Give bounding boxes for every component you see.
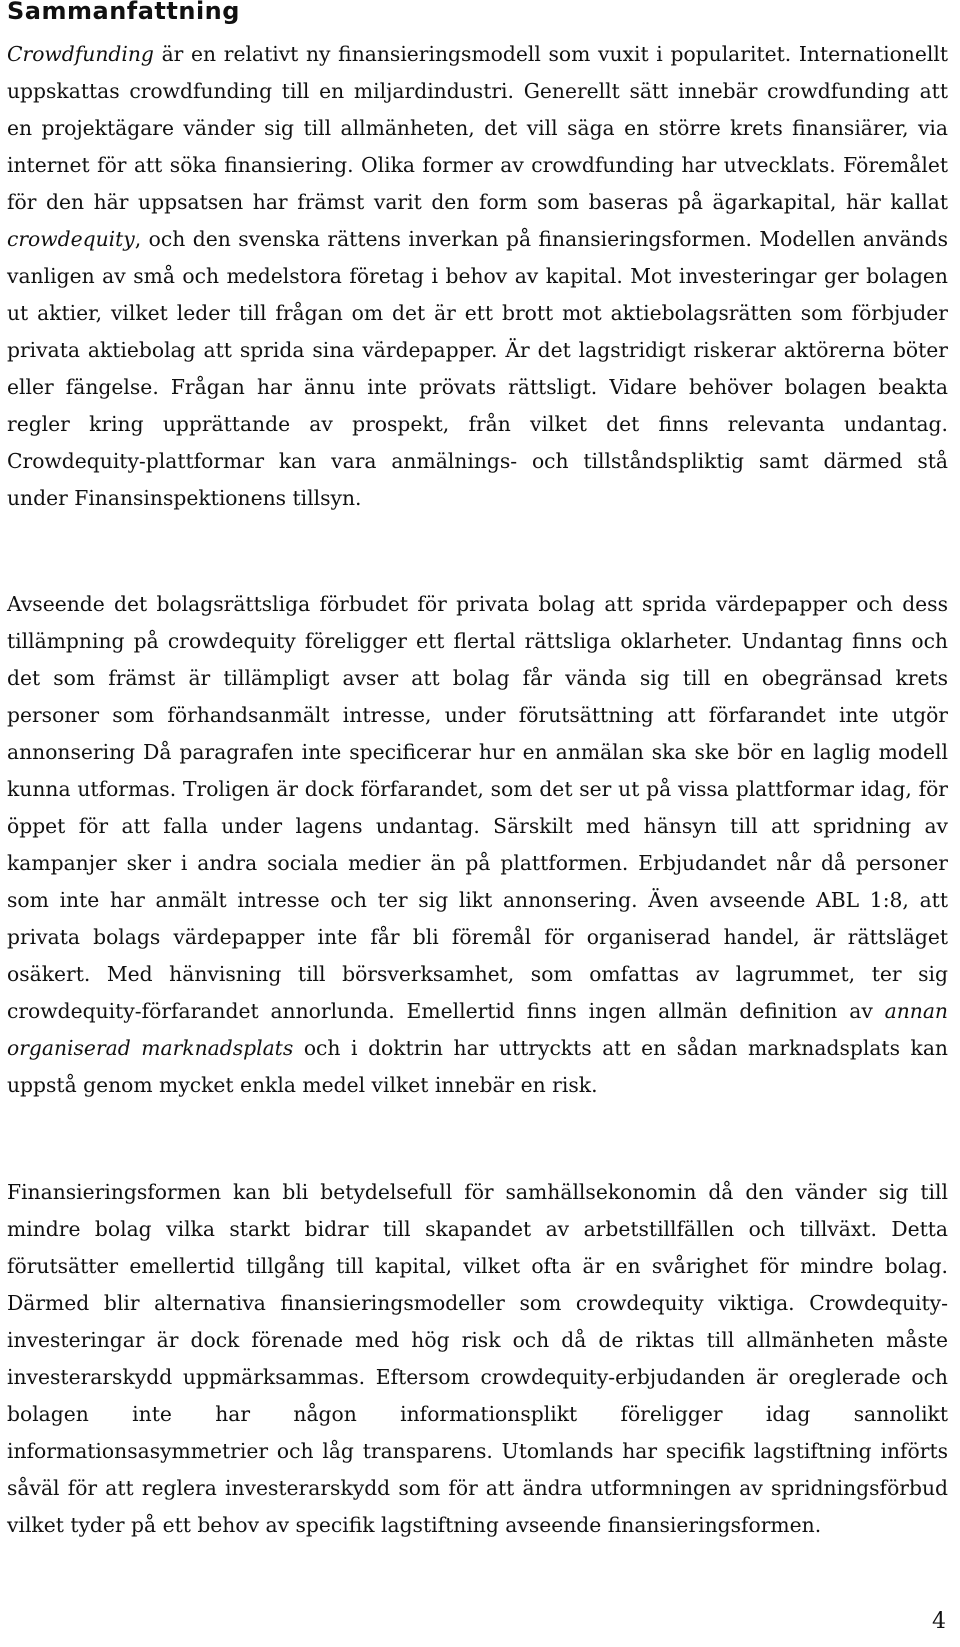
paragraph-1-italic-term-crowdequity: crowdequity <box>7 227 135 251</box>
summary-paragraph-1 <box>7 36 948 517</box>
page-title: Sammanfattning <box>7 0 240 25</box>
paragraph-1-italic-term-crowdfunding: Crowdfunding <box>7 42 154 66</box>
document-page <box>7 0 955 1647</box>
page-number: 4 <box>932 1609 946 1634</box>
paragraph-1-text-segment-2: , och den svenska rättens inverkan på finansieringsformen. Modellen används vanligen av små och medelstora företag i behov av kapital. Mot investeringar ger bolagen ut aktier, vilket leder till frågan om det är ett brott mot aktiebolagsrätten som förbjuder privata aktiebolag att sprida sina värdepapper. Är det lagstridigt riskerar aktörerna böter eller fängelse. Frågan har ännu inte prövats rättsligt. Vidare behöver bolagen beakta regler kring upprättande av prospekt, från vilket det finns relevanta undantag. Crowdequity-plattformar kan vara anmälnings- och tillståndspliktig samt därmed stå under Finansinspektionens tillsyn. <box>7 227 948 510</box>
paragraph-1-text-segment-1: är en relativt ny finansieringsmodell som vuxit i popularitet. Internationellt uppskattas crowdfunding till en miljardindustri. Generellt sätt innebär crowdfunding att en projektägare vänder sig till allmänheten, det vill säga en större krets finansiärer, via internet för att söka finansiering. Olika former av crowdfunding har utvecklats. Föremålet för den här uppsatsen har främst varit den form som baseras på ägarkapital, här kallat <box>7 42 948 214</box>
paragraph-2-text-segment-1: Avseende det bolagsrättsliga förbudet för privata bolag att sprida värdepapper och dess tillämpning på crowdequity föreligger ett flertal rättsliga oklarheter. Undantag finns och det som främst är tillämpligt avser att bolag får vända sig till en obegränsad krets personer som förhandsanmält intresse, under förutsättning att förfarandet inte utgör annonsering Då paragrafen inte specificerar hur en anmälan ska ske bör en laglig modell kunna utformas. Troligen är dock förfarandet, som det ser ut på vissa plattformar idag, för öppet för att falla under lagens undantag. Särskilt med hänsyn till att spridning av kampanjer sker i andra sociala medier än på plattformen. Erbjudandet når då personer som inte har anmält intresse och ter sig likt annonsering. Även avseende ABL 1:8, att privata bolags värdepapper inte får bli föremål för organiserad handel, är rättsläget osäkert. Med hänvisning till börsverksamhet, som omfattas av lagrummet, ter sig crowdequity-förfarandet annorlunda. Emellertid finns ingen allmän definition av <box>7 592 948 1023</box>
paragraph-2-italic-term-marketplace: annan organiserad marknadsplats <box>7 999 948 1060</box>
paragraph-3-text: Finansieringsformen kan bli betydelsefull för samhällsekonomin då den vänder sig till mindre bolag vilka starkt bidrar till skapandet av arbetstillfällen och tillväxt. Detta förutsätter emellertid tillgång till kapital, vilket ofta är en svårighet för mindre bolag. Därmed blir alternativa finansieringsmodeller som crowdequity viktiga. Crowdequity-investeringar är dock förenade med hög risk och då de riktas till allmänheten måste investerarskydd uppmärksammas. Eftersom crowdequity-erbjudanden är oreglerade och bolagen inte har någon informationsplikt föreligger idag sannolikt informationsasymmetrier och låg transparens. Utomlands har specifik lagstiftning införts såväl för att reglera investerarskydd som för att ändra utformningen av spridningsförbud vilket tyder på ett behov av specifik lagstiftning avseende finansieringsformen. <box>7 1180 948 1537</box>
paragraph-2-text-segment-2: och i doktrin har uttryckts att en sådan marknadsplats kan uppstå genom mycket enkla medel vilket innebär en risk. <box>7 1036 948 1097</box>
summary-paragraph-2 <box>7 586 948 1104</box>
summary-paragraph-3 <box>7 1174 948 1544</box>
